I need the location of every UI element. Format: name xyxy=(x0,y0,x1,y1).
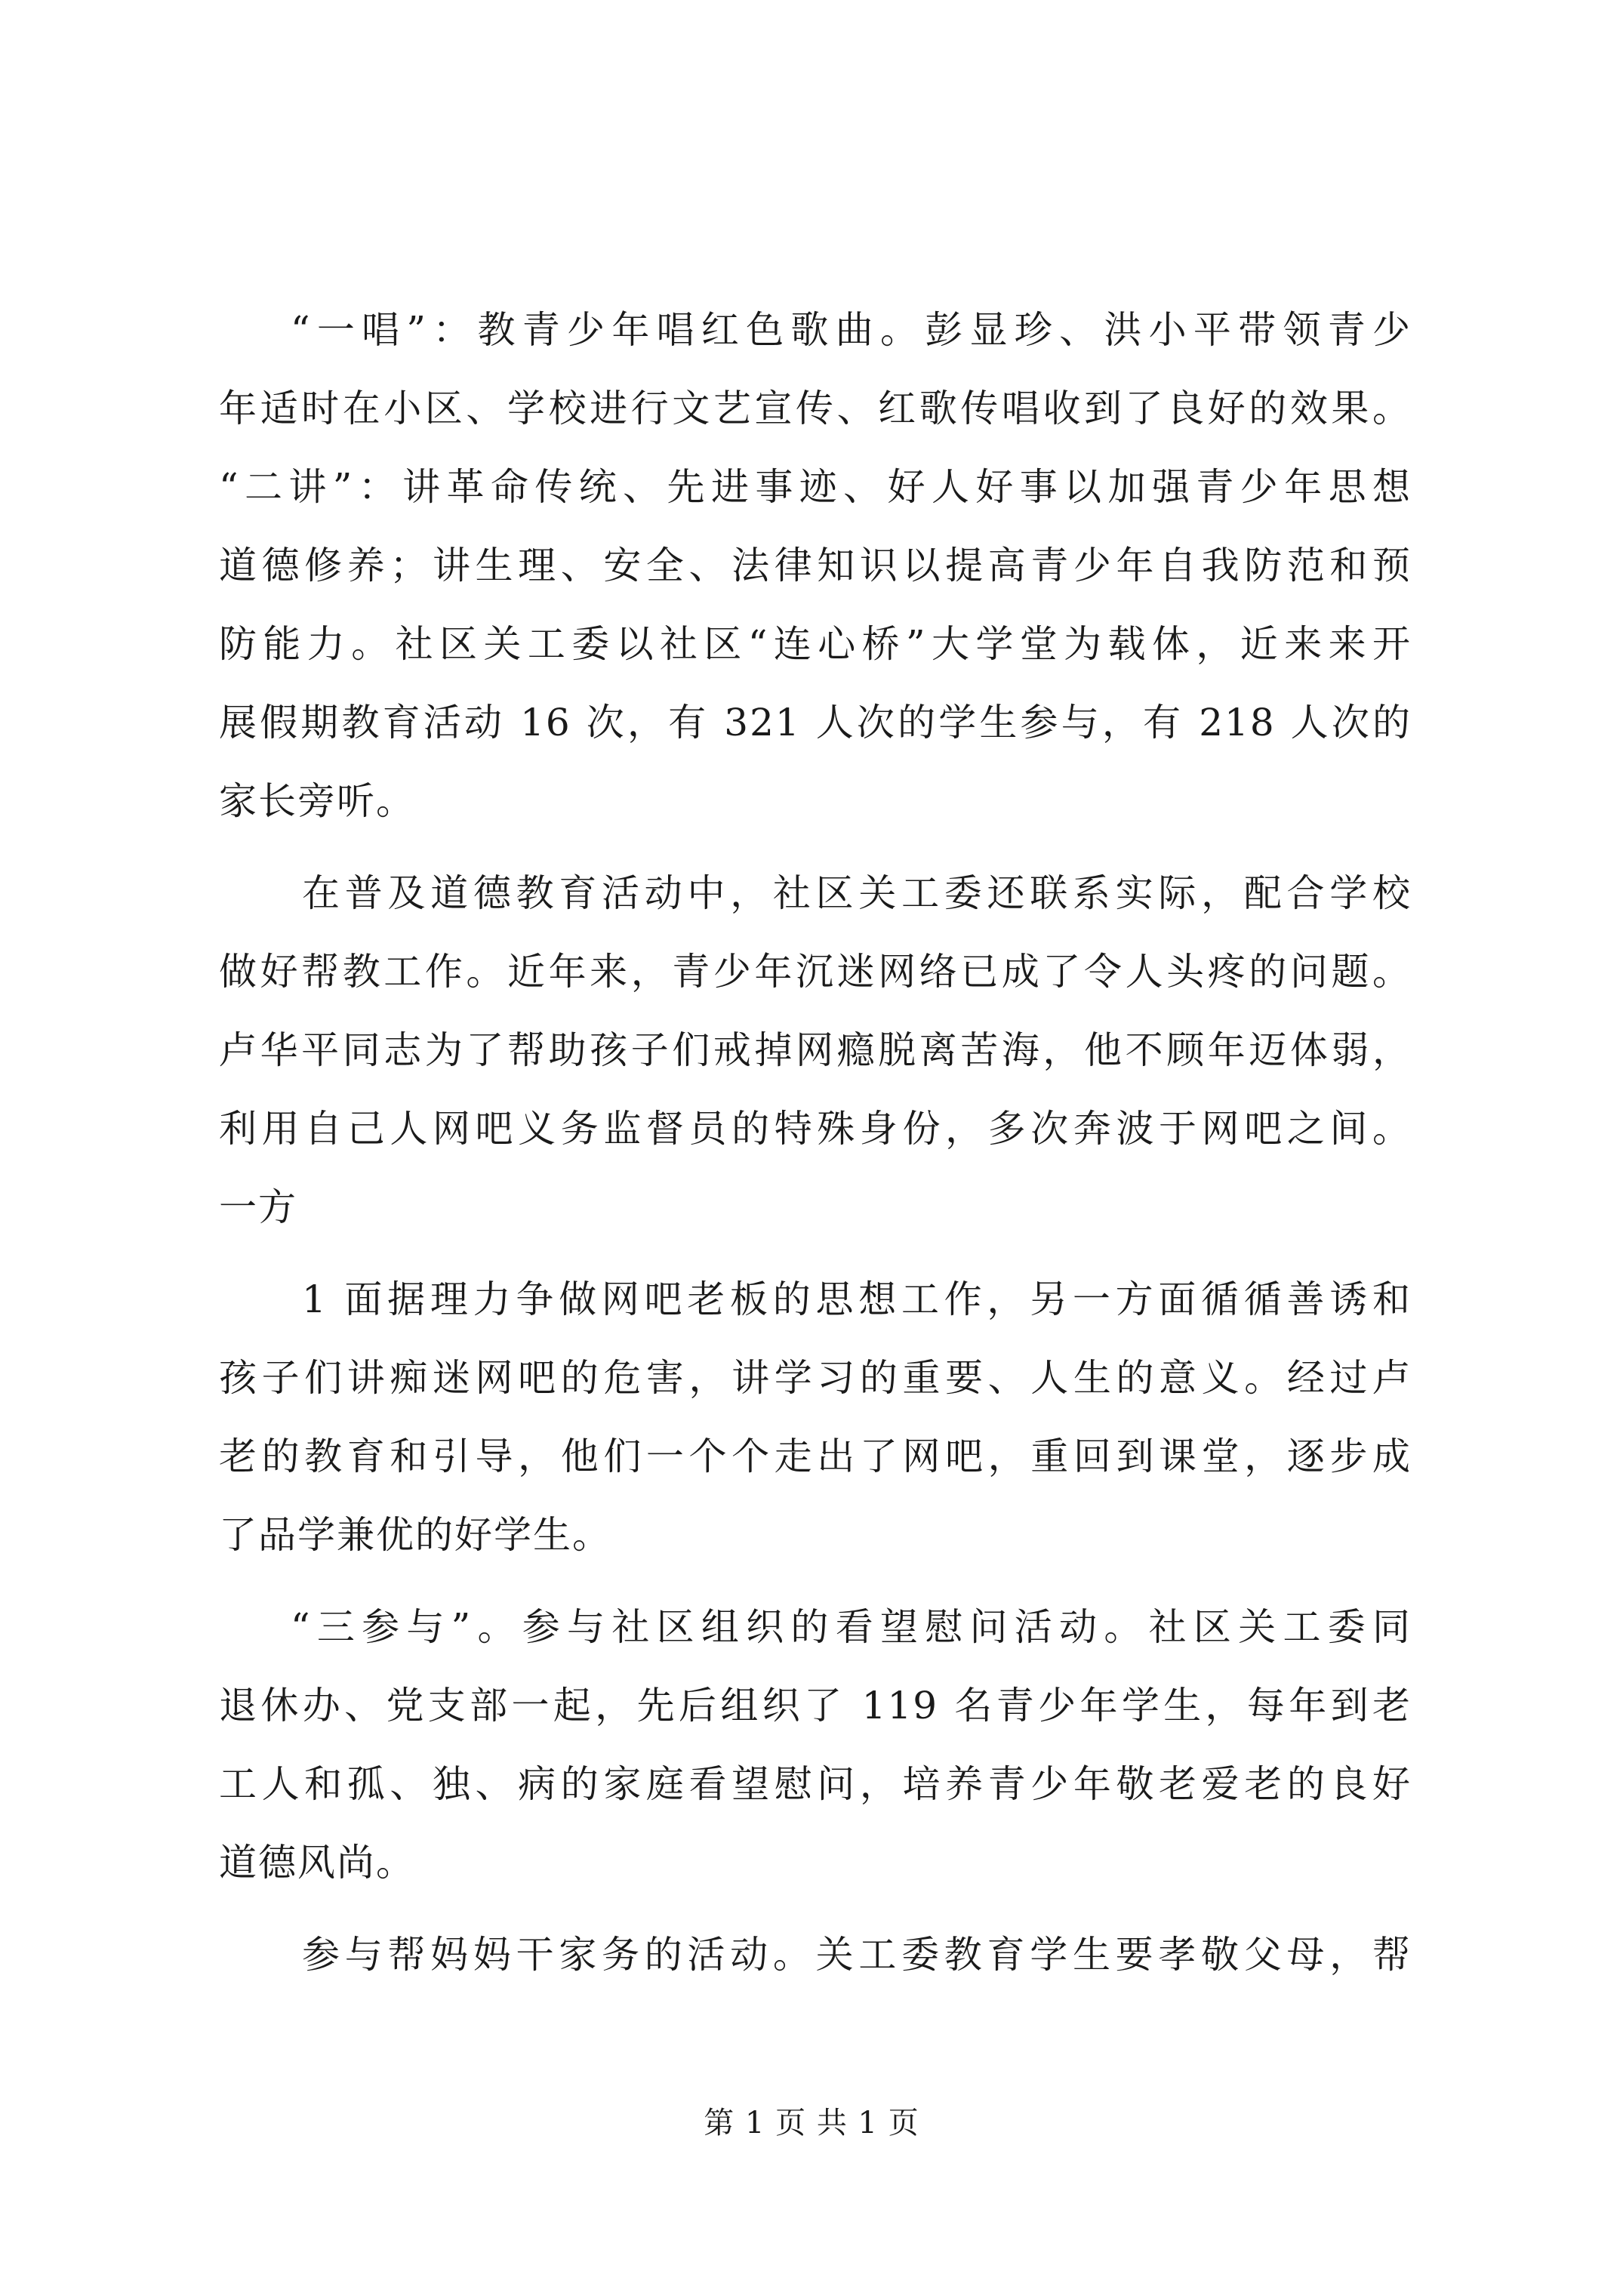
paragraph-gap xyxy=(219,1574,1412,1588)
paragraph-line: 了品学兼优的好学生。 xyxy=(219,1513,611,1557)
paragraph-line: 道德修养；讲生理、安全、法律知识以提高青少年自我防范和预 xyxy=(219,544,1412,587)
paragraph-line: 卢华平同志为了帮助孩子们戒掉网瘾脱离苦海，他不顾年迈体弱， xyxy=(219,1028,1412,1072)
paragraph-gap xyxy=(219,840,1412,854)
paragraph-line: 1 面据理力争做网吧老板的思想工作，另一方面循循善诱和 xyxy=(302,1277,1412,1321)
paragraph-line: 做好帮教工作。近年来，青少年沉迷网络已成了令人头疼的问题。 xyxy=(219,950,1412,994)
paragraph-gap xyxy=(219,1902,1412,1915)
paragraph-line: 利用自己人网吧义务监督员的特殊身份，多次奔波于网吧之间。 xyxy=(219,1107,1412,1151)
paragraph-line: “三参与”。参与社区组织的看望慰问活动。社区关工委同 xyxy=(291,1605,1412,1649)
paragraph-line: 工人和孤、独、病的家庭看望慰问，培养青少年敬老爱老的良好 xyxy=(219,1762,1412,1806)
page-footer: 第 1 页 共 1 页 xyxy=(704,2106,919,2140)
paragraph-line: 参与帮妈妈干家务的活动。关工委教育学生要孝敬父母，帮 xyxy=(302,1933,1412,1977)
paragraph-line: “二讲”：讲革命传统、先进事迹、好人好事以加强青少年思想 xyxy=(219,465,1412,509)
paragraph-line: 展假期教育活动 16 次，有 321 人次的学生参与，有 218 人次的 xyxy=(219,701,1412,744)
paragraph-line: 防能力。社区关工委以社区“连心桥”大学堂为载体，近来来开 xyxy=(219,622,1412,666)
paragraph-line: 老的教育和引导，他们一个个走出了网吧，重回到课堂，逐步成 xyxy=(219,1435,1412,1478)
paragraph-line: 家长旁听。 xyxy=(219,779,415,823)
paragraph-gap xyxy=(219,1247,1412,1260)
paragraph-line: 年适时在小区、学校进行文艺宣传、红歌传唱收到了良好的效果。 xyxy=(219,387,1412,430)
paragraph-line: 道德风尚。 xyxy=(219,1841,415,1885)
paragraph-line: 在普及道德教育活动中，社区关工委还联系实际，配合学校 xyxy=(302,871,1412,915)
paragraph-line: 退休办、党支部一起，先后组织了 119 名青少年学生，每年到老 xyxy=(219,1684,1412,1727)
paragraph-line: 孩子们讲痴迷网吧的危害，讲学习的重要、人生的意义。经过卢 xyxy=(219,1356,1412,1400)
document-body xyxy=(219,291,1412,1994)
paragraph-line: “一唱”：教青少年唱红色歌曲。彭显珍、洪小平带领青少 xyxy=(291,308,1412,352)
paragraph-line: 一方 xyxy=(219,1185,297,1229)
